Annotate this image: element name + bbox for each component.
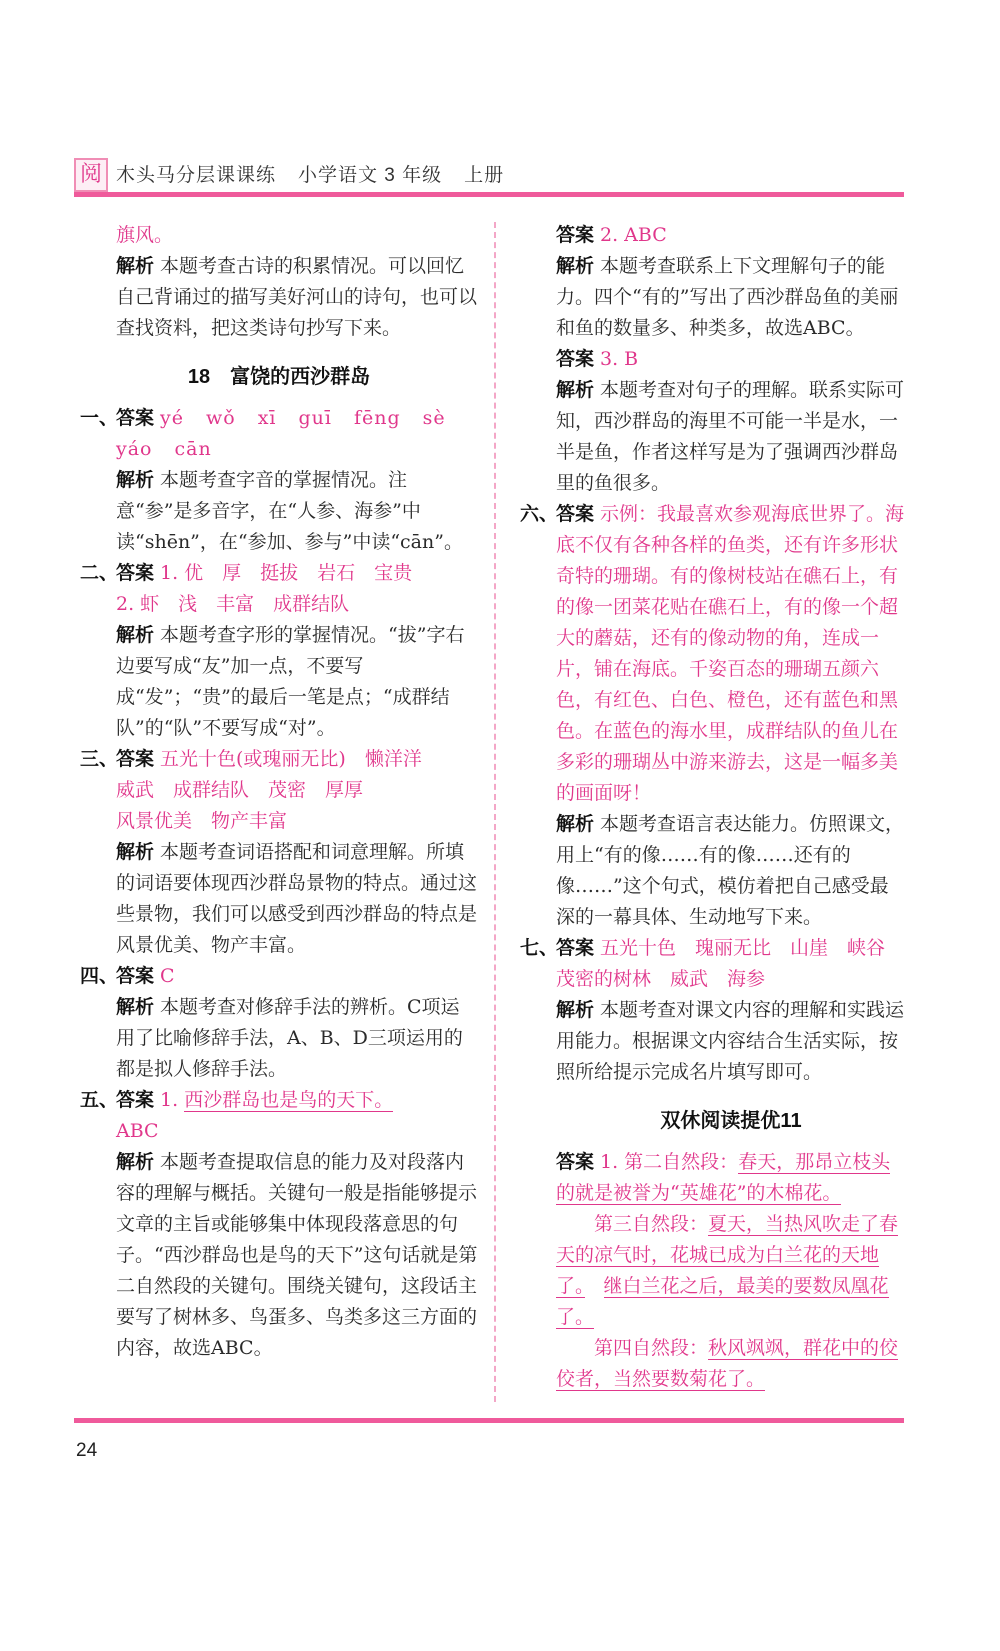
analysis: 解析 本题考查对修辞手法的辨析。C项运用了比喻修辞手法，A、B、D三项运用的都是拟人修辞手法。 (116, 996, 463, 1080)
pinyin-line-2: yáo cān (116, 438, 212, 460)
answer-label: 答案 (556, 349, 595, 370)
question-7 (520, 933, 906, 1088)
question-number: 六、 (520, 504, 559, 525)
answer: 五光十色 瑰丽无比 山崖 峡谷 茂密的树林 威武 海参 (556, 937, 905, 990)
paragraph-4-sentence: 秋风飒飒，群花中的佼佼者，当然要数菊花了。 (556, 1337, 899, 1390)
paragraph-3-sentence-b: 继白兰花之后，最美的要数凤凰花了。 (556, 1275, 889, 1328)
answer-label: 答案 (556, 504, 595, 525)
reading-answer: 答案 1. 第二自然段：春天，那昂立枝头的就是被誉为“英雄花”的木棉花。 第三自然段：夏天，当热风吹走了春天的凉气时，花城已成为白兰花的天地了。 继白兰花之后，最美的要数凤凰花了。 第四自然段：秋风飒飒，群花中的佼佼者，当然要数菊花了。 (556, 1151, 899, 1390)
footer-rule (74, 1418, 904, 1423)
answer-label: 答案 (116, 749, 155, 770)
question-2 (80, 558, 478, 744)
paragraph-3-sentence: 夏天，当热风吹走了春天的凉气时，花城已成为白兰花的天地了。 (556, 1213, 899, 1297)
answer-2: ABC (116, 1120, 159, 1142)
left-column (80, 220, 478, 1364)
answer-label: 答案 (116, 966, 155, 987)
answer: C (160, 965, 175, 987)
column-divider (494, 222, 496, 1402)
continued-answer: 旗风。 (116, 224, 174, 246)
question-number: 五、 (80, 1090, 119, 1111)
answer-label: 答案 (116, 1090, 155, 1111)
answer-label: 答案 (116, 563, 155, 584)
answer-label: 答案 (556, 938, 595, 959)
analysis: 解析 本题考查语言表达能力。仿照课文，用上“有的像……有的像……还有的像……”这个句式，模仿着把自己感受最深的一幕具体、生动地写下来。 (556, 813, 905, 928)
right-column (520, 220, 906, 1395)
header-title (116, 160, 504, 187)
answer-1: 西沙群岛也是鸟的天下。 (184, 1089, 394, 1111)
paragraph-2-sentence: 春天，那昂立枝头的就是被誉为“英雄花”的木棉花。 (556, 1151, 891, 1204)
continued-block (80, 220, 478, 344)
question-number: 二、 (80, 563, 119, 584)
answer-label: 答案 (556, 1152, 595, 1173)
question-5-part-2: 答案 2. ABC 解析 本题考查联系上下文理解句子的能力。四个“有的”写出了西沙群岛鱼的美丽和鱼的数量多、种类多，故选ABC。 (556, 220, 906, 344)
section-title-18: 18 富饶的西沙群岛 (187, 366, 371, 388)
question-4 (80, 961, 478, 1085)
pinyin-line-1: yé wǒ xī guī fēng sè (160, 407, 446, 429)
question-6 (520, 499, 906, 933)
analysis: 解析 本题考查字形的掌握情况。“拔”字右边要写成“友”加一点，不要写成“发”；“贵”的最后一笔是点；“成群结队”的“队”不要写成“对”。 (116, 624, 465, 739)
subject-grade: 小学语文 3 年级 (298, 165, 443, 186)
analysis: 解析 本题考查联系上下文理解句子的能力。四个“有的”写出了西沙群岛鱼的美丽和鱼的数量多、种类多，故选ABC。 (556, 255, 899, 339)
analysis: 解析 本题考查对课文内容的理解和实践运用能力。根据课文内容结合生活实际，按照所给提示完成名片填写即可。 (556, 999, 905, 1083)
section-title-reading: 双休阅读提优11 (660, 1110, 802, 1132)
question-number: 四、 (80, 966, 119, 987)
answer-line-3: 风景优美 物产丰富 (116, 810, 288, 832)
analysis: 解析 本题考查提取信息的能力及对段落内容的理解与概括。关键句一般是指能够提示文章的主旨或能够集中体现段落意思的句子。“西沙群岛也是鸟的天下”这句话就是第二自然段的关键句。围绕关键句，这段话主要写了树林多、鸟蛋多、鸟类多这三方面的内容，故选ABC。 (116, 1151, 478, 1359)
question-5-part-3: 答案 3. B 解析 本题考查对句子的理解。联系实际可知，西沙群岛的海里不可能一半是水，一半是鱼，作者这样写是为了强调西沙群岛里的鱼很多。 (556, 344, 906, 499)
analysis: 解析 本题考查字音的掌握情况。注意“参”是多音字，在“人参、海参”中读“shēn”，在“参加、参与”中读“cān”。 (116, 469, 463, 553)
analysis: 解析 本题考查词语搭配和词意理解。所填的词语要体现西沙群岛景物的特点。通过这些景物，我们可以感受到西沙群岛的特点是风景优美、物产丰富。 (116, 841, 478, 956)
volume: 上册 (464, 165, 505, 186)
header-rule (74, 192, 904, 197)
question-number: 三、 (80, 749, 119, 770)
question-5: 五、答案 1. 西沙群岛也是鸟的天下。 ABC 解析 本题考查提取信息的能力及对段落内容的理解与概括。关键句一般是指能够提示文章的主旨或能够集中体现段落意思的句子。“西沙群岛也是鸟的天下”这句话就是第二自然段的关键句。围绕关键句，这段话主要写了树林多、鸟蛋多、鸟类多这三方面的内容，故选ABC。 (80, 1085, 478, 1364)
answer: 示例：我最喜欢参观海底世界了。海底不仅有各种各样的鱼类，还有许多形状奇特的珊瑚。有的像树枝站在礁石上，有的像一团菜花贴在礁石上，有的像一个超大的蘑菇，还有的像动物的角，连成一片，铺在海底。千姿百态的珊瑚五颜六色，有红色、白色、橙色，还有蓝色和黑色。在蓝色的海水里，成群结队的鱼儿在多彩的珊瑚丛中游来游去，这是一幅多美的画面呀！ (556, 503, 905, 804)
series-name: 木头马分层课课练 (116, 165, 277, 186)
analysis: 解析 本题考查对句子的理解。联系实际可知，西沙群岛的海里不可能一半是水，一半是鱼，作者这样写是为了强调西沙群岛里的鱼很多。 (556, 379, 905, 494)
answer-label: 答案 (556, 225, 595, 246)
question-1 (80, 403, 478, 558)
question-number: 一、 (80, 408, 119, 429)
answer-label: 答案 (116, 408, 155, 429)
analysis-label: 解析 (116, 256, 155, 277)
question-number: 七、 (520, 938, 559, 959)
answer-line-2: 2. 虾 浅 丰富 成群结队 (116, 593, 350, 615)
page-header (74, 158, 904, 194)
page-number: 24 (76, 1440, 98, 1461)
answer-line-2: 威武 成群结队 茂密 厚厚 (116, 779, 364, 801)
answer-line-1: 五光十色(或瑰丽无比) 懒洋洋 (160, 748, 422, 770)
answer-line-1: 1. 优 厚 挺拔 岩石 宝贵 (160, 562, 413, 584)
continued-analysis: 解析 本题考查古诗的积累情况。可以回忆自己背诵过的描写美好河山的诗句，也可以查找资料，把这类诗句抄写下来。 (116, 255, 478, 339)
book-logo-icon: 阅 (74, 158, 108, 192)
question-3 (80, 744, 478, 961)
